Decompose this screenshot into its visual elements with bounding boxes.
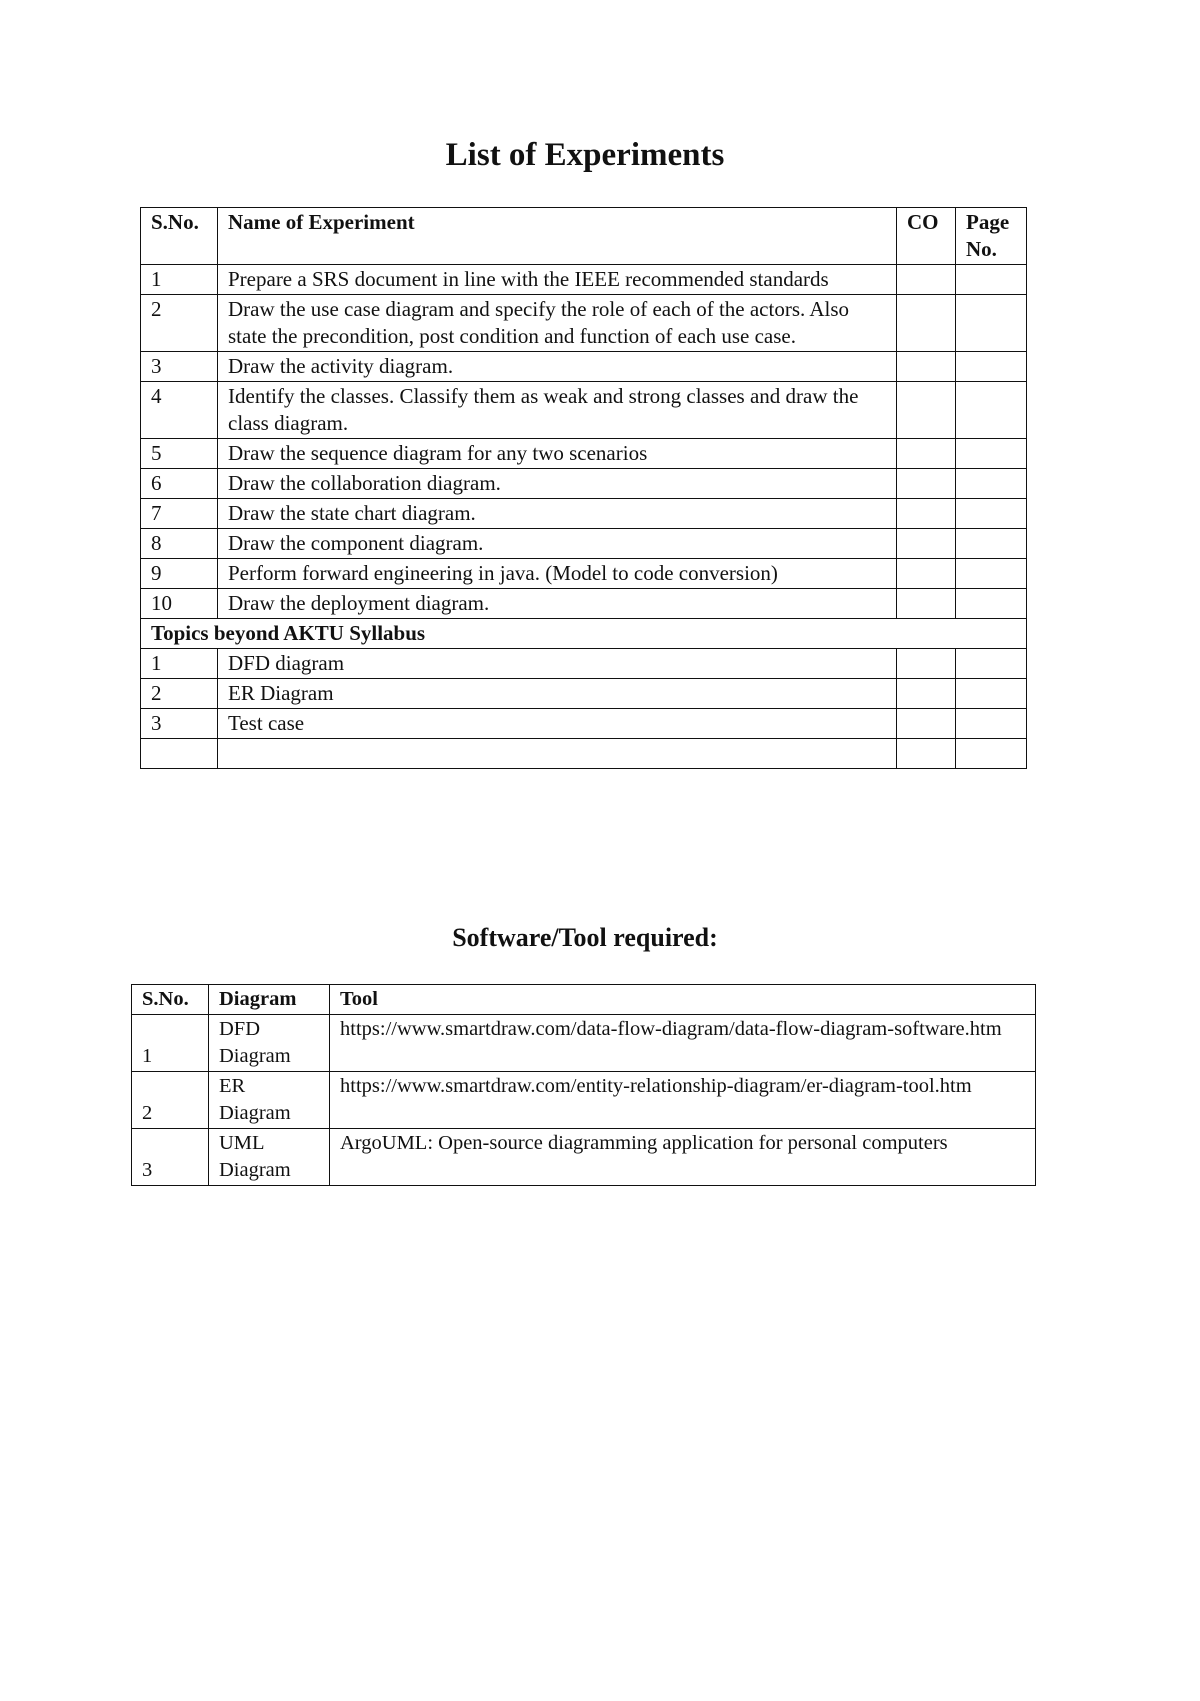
row-page: [956, 295, 1027, 352]
row-sno: 4: [141, 382, 218, 439]
row-diagram: ER Diagram: [209, 1072, 330, 1129]
header-name: Name of Experiment: [218, 208, 897, 265]
row-sno: 6: [141, 469, 218, 499]
table-row: [132, 1072, 1036, 1129]
row-co: [897, 382, 956, 439]
row-page: [956, 679, 1027, 709]
table-row: [141, 295, 1027, 352]
row-co: [897, 739, 956, 769]
table-row: [141, 352, 1027, 382]
row-page: [956, 469, 1027, 499]
row-name: Prepare a SRS document in line with the IEEE recommended standards: [218, 265, 897, 295]
row-sno: [141, 739, 218, 769]
row-name: Draw the state chart diagram.: [218, 499, 897, 529]
table-row: [141, 382, 1027, 439]
tools-title: Software/Tool required:: [452, 923, 718, 952]
row-co: [897, 265, 956, 295]
row-diagram: UML Diagram: [209, 1129, 330, 1186]
row-co: [897, 589, 956, 619]
row-page: [956, 739, 1027, 769]
row-page: [956, 499, 1027, 529]
row-name: Draw the activity diagram.: [218, 352, 897, 382]
experiments-table: [140, 207, 1027, 769]
row-tool-link[interactable]: https://www.smartdraw.com/data-flow-diagram/data-flow-diagram-software.htm: [330, 1015, 1036, 1072]
table-header-row: [141, 208, 1027, 265]
table-row: [141, 439, 1027, 469]
row-page: [956, 265, 1027, 295]
row-sno: 3: [141, 709, 218, 739]
row-sno: 2: [141, 679, 218, 709]
row-sno: 2: [141, 295, 218, 352]
table-row: [141, 589, 1027, 619]
table-row: [141, 649, 1027, 679]
row-name: Draw the component diagram.: [218, 529, 897, 559]
row-sno: 1: [132, 1015, 209, 1072]
row-co: [897, 439, 956, 469]
row-page: [956, 529, 1027, 559]
table-row: [141, 529, 1027, 559]
row-sno: 1: [141, 649, 218, 679]
row-sno: 9: [141, 559, 218, 589]
row-sno: 3: [132, 1129, 209, 1186]
row-sno: 3: [141, 352, 218, 382]
header-sno: S.No.: [132, 985, 209, 1015]
row-name: Draw the sequence diagram for any two scenarios: [218, 439, 897, 469]
table-row: [141, 499, 1027, 529]
row-sno: 5: [141, 439, 218, 469]
table-row: [141, 709, 1027, 739]
table-row: [141, 265, 1027, 295]
row-page: [956, 382, 1027, 439]
row-sno: 7: [141, 499, 218, 529]
row-page: [956, 559, 1027, 589]
section-heading-row: [141, 619, 1027, 649]
row-co: [897, 559, 956, 589]
table-row: [141, 469, 1027, 499]
row-co: [897, 679, 956, 709]
row-co: [897, 709, 956, 739]
row-page: [956, 589, 1027, 619]
header-sno: S.No.: [141, 208, 218, 265]
row-name: Draw the use case diagram and specify the role of each of the actors. Also state the precondition, post condition and function of each use case.: [218, 295, 897, 352]
row-name: ER Diagram: [218, 679, 897, 709]
table-header-row: [132, 985, 1036, 1015]
header-co: CO: [897, 208, 956, 265]
table-row: [132, 1015, 1036, 1072]
row-sno: 1: [141, 265, 218, 295]
row-co: [897, 295, 956, 352]
header-diagram: Diagram: [209, 985, 330, 1015]
row-co: [897, 499, 956, 529]
header-page: Page No.: [956, 208, 1027, 265]
row-co: [897, 352, 956, 382]
row-co: [897, 469, 956, 499]
row-co: [897, 649, 956, 679]
row-tool-link[interactable]: https://www.smartdraw.com/entity-relationship-diagram/er-diagram-tool.htm: [330, 1072, 1036, 1129]
table-row: [141, 559, 1027, 589]
header-tool: Tool: [330, 985, 1036, 1015]
row-name: Draw the deployment diagram.: [218, 589, 897, 619]
row-page: [956, 352, 1027, 382]
row-sno: 2: [132, 1072, 209, 1129]
beyond-syllabus-heading: Topics beyond AKTU Syllabus: [141, 619, 1027, 649]
row-name: [218, 739, 897, 769]
row-tool: ArgoUML: Open-source diagramming application for personal computers: [330, 1129, 1036, 1186]
row-page: [956, 709, 1027, 739]
tools-table: [131, 984, 1036, 1186]
row-name: DFD diagram: [218, 649, 897, 679]
row-name: Perform forward engineering in java. (Model to code conversion): [218, 559, 897, 589]
row-diagram: DFD Diagram: [209, 1015, 330, 1072]
row-sno: 8: [141, 529, 218, 559]
row-name: Identify the classes. Classify them as weak and strong classes and draw the class diagram.: [218, 382, 897, 439]
row-co: [897, 529, 956, 559]
experiments-title: List of Experiments: [445, 137, 725, 173]
table-row: [132, 1129, 1036, 1186]
row-sno: 10: [141, 589, 218, 619]
table-row: [141, 679, 1027, 709]
row-name: Draw the collaboration diagram.: [218, 469, 897, 499]
row-name: Test case: [218, 709, 897, 739]
empty-row: [141, 739, 1027, 769]
row-page: [956, 649, 1027, 679]
row-page: [956, 439, 1027, 469]
